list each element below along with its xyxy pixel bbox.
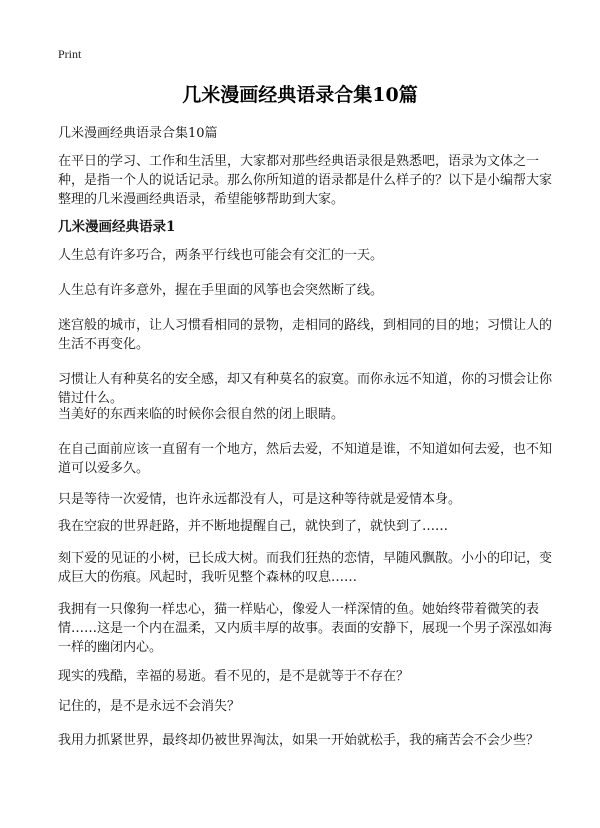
quote-paragraph: 迷宫般的城市，让人习惯看相同的景物，走相同的路线，到相同的目的地；习惯让人的生活不再变化。 — [58, 318, 553, 352]
section-heading: 几米漫画经典语录1 — [58, 219, 176, 235]
quote-paragraph: 记住的，是不是永远不会消失？ — [58, 699, 241, 714]
quote-paragraph: 在自己面前应该一直留有一个地方，然后去爱，不知道是谁，不知道如何去爱，也不知道可以爱多久。 — [58, 442, 553, 476]
quote-paragraph: 我拥有一只像狗一样忠心，猫一样贴心，像爱人一样深情的鱼。她始终带着微笑的表情……这是一个内在温柔，又内质丰厚的故事。表面的安静下，展现一个男子深泓如海一样的幽闭内心。 — [58, 602, 553, 655]
quote-paragraph: 当美好的东西来临的时候你会很自然的闭上眼睛。 — [58, 407, 345, 422]
quote-paragraph: 现实的残酷，幸福的易逝。看不见的，是不是就等于不存在？ — [58, 669, 410, 684]
document-title: 几米漫画经典语录合集10篇 — [182, 84, 418, 106]
quote-paragraph: 只是等待一次爱情，也许永远都没有人，可是这种等待就是爱情本身。 — [58, 492, 462, 507]
intro-paragraph: 在平日的学习、工作和生活里，大家都对那些经典语录很是熟悉吧，语录为文体之一种，是指一个人的说话记录。那么你所知道的语录都是什么样子的？以下是小编帮大家整理的几米漫画经典语录，希望能够帮助到大家。 — [58, 154, 553, 207]
quote-paragraph: 我在空寂的世界赶路，并不断地提醒自己，就快到了，就快到了…… — [58, 519, 449, 534]
print-link[interactable]: Print — [58, 47, 82, 61]
quote-paragraph: 刻下爱的见证的小树，已长成大树。而我们狂热的恋情，早随风飘散。小小的印记，变成巨大的伤痕。风起时，我听见整个森林的叹息…… — [58, 551, 553, 585]
quote-paragraph: 人生总有许多意外，握在手里面的风筝也会突然断了线。 — [58, 283, 384, 298]
quote-paragraph: 人生总有许多巧合，两条平行线也可能会有交汇的一天。 — [58, 248, 384, 263]
quote-paragraph: 习惯让人有种莫名的安全感，却又有种莫名的寂寞。而你永远不知道，你的习惯会让你错过什么。 — [58, 372, 553, 406]
document-subtitle: 几米漫画经典语录合集10篇 — [58, 126, 218, 141]
quote-paragraph: 我用力抓紧世界，最终却仍被世界淘汰，如果一开始就松手，我的痛苦会不会少些？ — [58, 733, 540, 748]
